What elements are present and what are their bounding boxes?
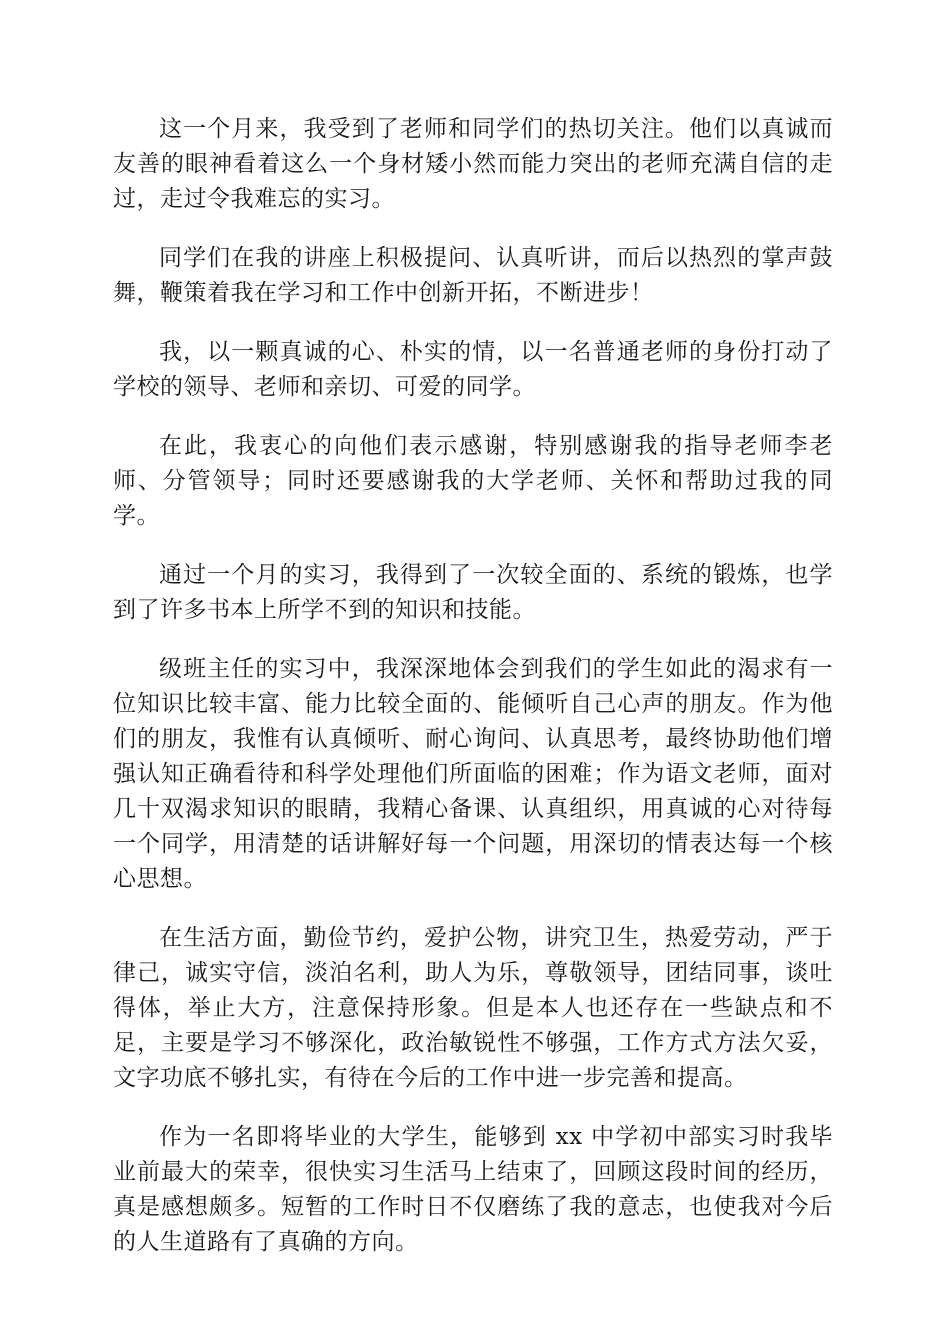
document-body xyxy=(113,112,833,1284)
paragraph-6: 级班主任的实习中，我深深地体会到我们的学生如此的渴求有一位知识比较丰富、能力比较全面的、能倾听自己心声的朋友。作为他们的朋友，我惟有认真倾听、耐心询问、认真思考，最终协助他们增强认知正确看待和科学处理他们所面临的困难；作为语文老师，面对几十双渴求知识的眼睛，我精心备课、认真组织，用真诚的心对待每一个同学，用清楚的话讲解好每一个问题，用深切的情表达每一个核心思想。 xyxy=(113,656,833,892)
paragraph-2: 同学们在我的讲座上积极提问、认真听讲，而后以热烈的掌声鼓舞，鞭策着我在学习和工作中创新开拓，不断进步！ xyxy=(113,245,833,306)
paragraph-8: 作为一名即将毕业的大学生，能够到 xx 中学初中部实习时我毕业前最大的荣幸，很快实习生活马上结束了，回顾这段时间的经历，真是感想颇多。短暂的工作时日不仅磨练了我的意志，也使我对今后的人生道路有了真确的方向。 xyxy=(113,1124,833,1255)
paragraph-7: 在生活方面，勤俭节约，爱护公物，讲究卫生，热爱劳动，严于律己，诚实守信，淡泊名利，助人为乐，尊敬领导，团结同事，谈吐得体，举止大方，注意保持形象。但是本人也还存在一些缺点和不足，主要是学习不够深化，政治敏锐性不够强，工作方式方法欠妥，文字功底不够扎实，有待在今后的工作中进一步完善和提高。 xyxy=(113,925,833,1091)
paragraph-1: 这一个月来，我受到了老师和同学们的热切关注。他们以真诚而友善的眼神看着这么一个身材矮小然而能力突出的老师充满自信的走过，走过令我难忘的实习。 xyxy=(113,116,833,212)
paragraph-3: 我，以一颗真诚的心、朴实的情，以一名普通老师的身份打动了学校的领导、老师和亲切、可爱的同学。 xyxy=(113,339,833,400)
paragraph-4: 在此，我衷心的向他们表示感谢，特别感谢我的指导老师李老师、分管领导；同时还要感谢我的大学老师、关怀和帮助过我的同学。 xyxy=(113,433,833,529)
paragraph-5: 通过一个月的实习，我得到了一次较全面的、系统的锻炼，也学到了许多书本上所学不到的知识和技能。 xyxy=(113,562,833,623)
